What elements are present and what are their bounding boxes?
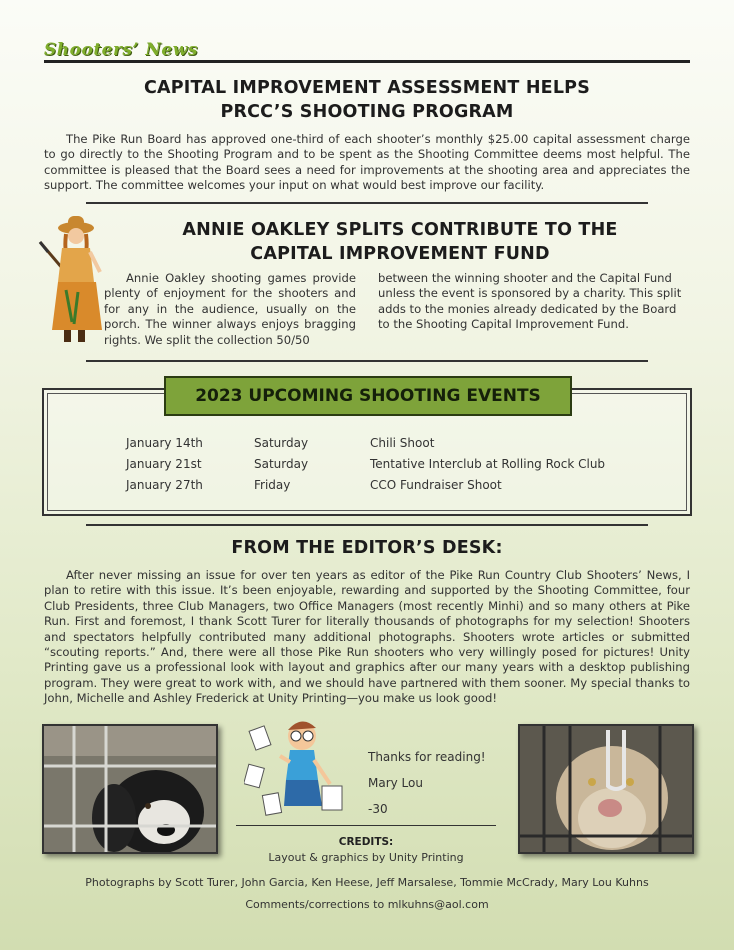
- credits-layout: Layout & graphics by Unity Printing: [268, 851, 464, 864]
- article2-title: [120, 218, 680, 266]
- cartoon-writer-illustration: [244, 714, 356, 818]
- article2-col1: [104, 271, 356, 348]
- article1-title-line1: CAPITAL IMPROVEMENT ASSESSMENT HELPS: [143, 78, 591, 98]
- signoff-name: Mary Lou: [368, 776, 423, 790]
- credits-photos: Photographs by Scott Turer, John Garcia, Ken Heese, Jeff Marsalese, Tommie McCrady, Mary Lou Kuhns: [85, 876, 649, 889]
- event-2-date: January 21st: [126, 457, 202, 471]
- article2-col2: [378, 271, 690, 333]
- event-3-date: January 27th: [126, 478, 203, 492]
- events-title: 2023 UPCOMING SHOOTING EVENTS: [164, 376, 572, 416]
- annie-oakley-illustration: [38, 212, 106, 348]
- masthead-rule: [44, 60, 690, 63]
- editor-title: FROM THE EDITOR’S DESK:: [231, 538, 503, 558]
- event-3-day: Friday: [254, 478, 291, 492]
- credits-comments: Comments/corrections to mlkuhns@aol.com: [245, 898, 489, 911]
- spaniel-in-crate-photo: [42, 724, 218, 854]
- credits-rule: [236, 825, 496, 826]
- article1-title: [60, 76, 674, 124]
- event-3-desc: CCO Fundraiser Shoot: [370, 478, 502, 492]
- event-1-day: Saturday: [254, 436, 309, 450]
- article2-col1-text: Annie Oakley shooting games provide plenty of enjoyment for the shooters and for any in the audience, usually on the porch. The winner always enjoys bragging rights. We split the collection 50/50: [104, 271, 356, 347]
- signoff-30: -30: [368, 802, 388, 816]
- editor-paragraph: After never missing an issue for over ten years as editor of the Pike Run Country Club Shooters’ News, I plan to retire with this issue. It’s been enjoyable, rewarding and supported by the Shooting Committee, four Club Presidents, three Club Managers, two Office Managers (most recently Minhi) and so many others at Pike Run. First and foremost, I thank Scott Turer for literally thousands of photographs for my selection! Shooters and spectators helpfully contributed many additional photographs. Shooters wrote articles or submitted “scouting reports.” And, there were all those Pike Run shooters who very willingly posed for pictures! Unity Printing gave us a professional look with layout and graphics after our many years with a desktop publishing program. They were great to work with, and we should have partnered with them sooner. My special thanks to John, Michelle and Ashley Frederick at Unity Printing—you make us look good!: [44, 568, 690, 706]
- masthead: Shooters’ News: [44, 40, 198, 60]
- griffon-in-crate-photo: [518, 724, 694, 854]
- signoff-thanks: Thanks for reading!: [368, 750, 486, 764]
- divider-2: [86, 360, 648, 362]
- article1-title-line2: PRCC’S SHOOTING PROGRAM: [220, 102, 514, 122]
- editor-body: [44, 568, 690, 707]
- article1-body: [44, 132, 690, 194]
- article2-title-line2: CAPITAL IMPROVEMENT FUND: [250, 244, 550, 264]
- credits-title: CREDITS:: [338, 836, 394, 848]
- article1-paragraph: The Pike Run Board has approved one-third of each shooter’s monthly $25.00 capital assessment charge to go directly to the Shooting Program and to be spent as the Shooting Committee deems most helpful. The committee is pleased that the Board sees a need for improvements at the shooting area and appreciates the support. The committee welcomes your input on what would best improve our facility.: [44, 132, 690, 193]
- article2-title-line1: ANNIE OAKLEY SPLITS CONTRIBUTE TO THE: [182, 220, 618, 240]
- event-2-day: Saturday: [254, 457, 309, 471]
- divider-3: [86, 524, 648, 526]
- event-1-desc: Chili Shoot: [370, 436, 435, 450]
- event-1-date: January 14th: [126, 436, 203, 450]
- article2-col2-text: between the winning shooter and the Capital Fund unless the event is sponsored by a charity. This split adds to the monies already dedicated by the Board to the Shooting Capital Improvement Fund.: [378, 271, 682, 332]
- divider-1: [86, 202, 648, 204]
- event-2-desc: Tentative Interclub at Rolling Rock Club: [370, 457, 606, 471]
